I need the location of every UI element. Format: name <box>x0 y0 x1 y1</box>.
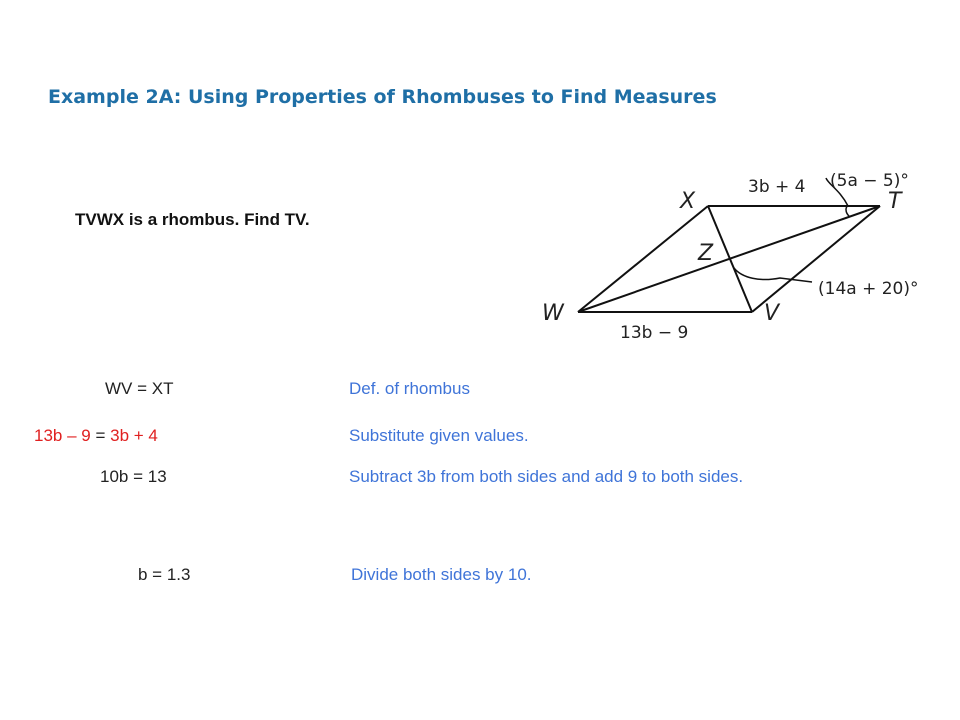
bottom-side-label: 13b − 9 <box>620 323 689 343</box>
angle-arc-t-inner <box>846 206 850 217</box>
step-2-left: 13b – 9 <box>34 426 91 445</box>
angle-z-label: (14a + 20)° <box>818 279 919 299</box>
angle-t-label: (5a − 5)° <box>830 171 909 191</box>
step-4-reason: Divide both sides by 10. <box>351 565 532 584</box>
vertex-x-label: X <box>680 189 696 214</box>
step-3-reason: Subtract 3b from both sides and add 9 to both sides. <box>349 467 744 486</box>
rhombus-diagram <box>530 160 950 350</box>
vertex-z-label: Z <box>698 241 714 266</box>
step-1-equation: WV = XT <box>105 379 174 398</box>
step-2-equals: = <box>90 426 111 445</box>
side-wx <box>578 206 708 312</box>
step-3-equation: 10b = 13 <box>100 467 167 486</box>
angle-arc-z <box>734 268 812 282</box>
vertex-t-label: T <box>888 189 902 214</box>
slide-title: Example 2A: Using Properties of Rhombuses to Find Measures <box>48 86 717 108</box>
diagonal-xv <box>708 206 752 312</box>
top-side-label: 3b + 4 <box>748 177 806 197</box>
step-4-equation: b = 1.3 <box>138 565 191 584</box>
step-2-right: 3b + 4 <box>110 426 158 445</box>
step-2-equation <box>34 426 158 446</box>
vertex-v-label: V <box>764 301 780 326</box>
step-2-reason: Substitute given values. <box>349 426 529 445</box>
problem-statement: TVWX is a rhombus. Find TV. <box>75 210 310 229</box>
step-1-reason: Def. of rhombus <box>349 379 470 398</box>
vertex-w-label: W <box>542 301 564 326</box>
